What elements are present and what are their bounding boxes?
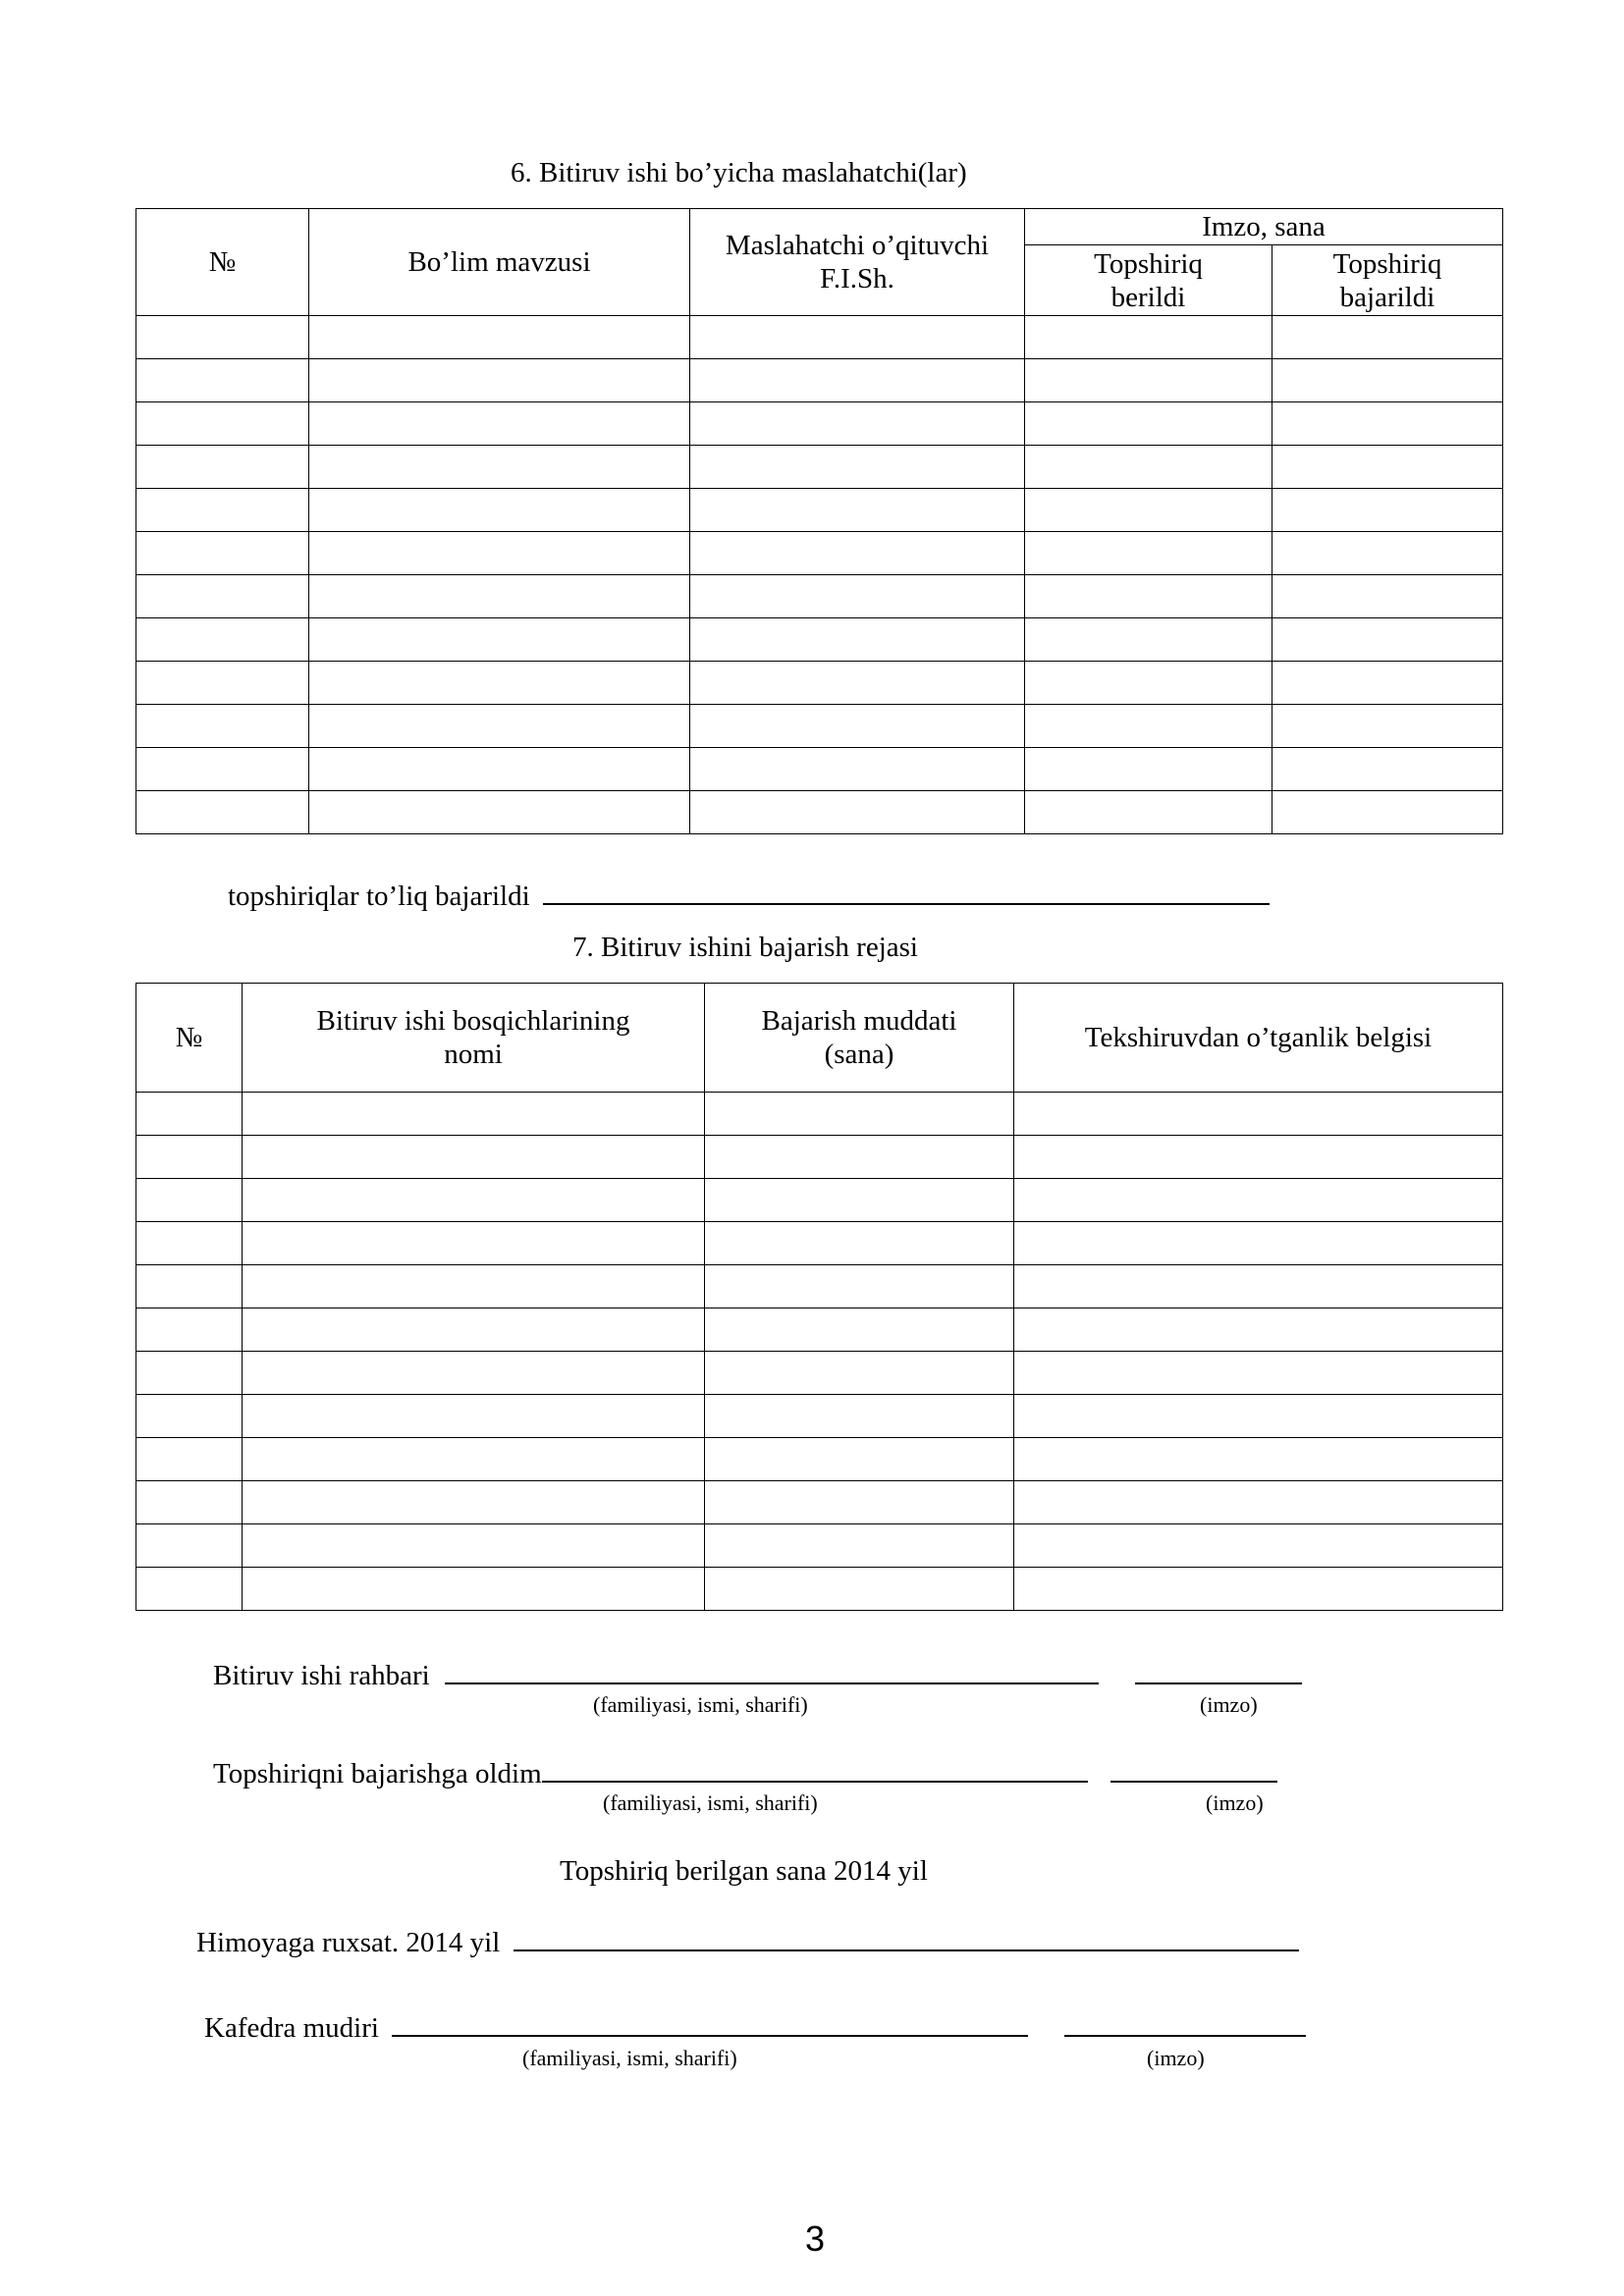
tasks-completed-blank[interactable] [543,878,1270,905]
head-sign-blank[interactable] [1064,2009,1306,2037]
work-plan-table-row [136,1136,1503,1179]
advisors-table-cell[interactable] [1272,489,1503,532]
head-sign-caption: (imzo) [1147,2046,1205,2070]
advisors-table-cell[interactable] [309,489,690,532]
advisors-table-cell[interactable] [136,359,309,402]
advisors-table-cell[interactable] [690,446,1025,489]
advisors-table-cell[interactable] [309,316,690,359]
work-plan-table-cell[interactable] [136,1222,243,1265]
work-plan-table-row [136,1222,1503,1265]
work-plan-table-cell[interactable] [243,1222,705,1265]
work-plan-table-cell[interactable] [136,1524,243,1568]
work-plan-table-cell[interactable] [136,1568,243,1611]
work-plan-table-cell[interactable] [1014,1308,1503,1352]
header-signature-date: Imzo, sana [1025,209,1503,245]
work-plan-table-cell[interactable] [1014,1438,1503,1481]
work-plan-table-cell[interactable] [705,1352,1014,1395]
work-plan-table-cell[interactable] [1014,1568,1503,1611]
defense-permission-label: Himoyaga ruxsat. 2014 yil [196,1927,501,1958]
work-plan-table-cell[interactable] [243,1136,705,1179]
work-plan-table-cell[interactable] [705,1438,1014,1481]
plan-header-stages-line1: Bitiruv ishi bosqichlarining [316,1005,630,1037]
advisors-table-row [136,748,1503,791]
advisors-table-cell[interactable] [309,446,690,489]
work-plan-table-cell[interactable] [705,1222,1014,1265]
plan-header-number: № [136,984,243,1093]
head-line [204,2009,1306,2045]
work-plan-table-cell[interactable] [1014,1524,1503,1568]
header-task-done [1272,245,1503,316]
work-plan-table-cell[interactable] [1014,1136,1503,1179]
work-plan-table-cell[interactable] [705,1179,1014,1222]
advisors-table-cell[interactable] [1272,618,1503,662]
work-plan-table-cell[interactable] [705,1395,1014,1438]
work-plan-table-cell[interactable] [136,1395,243,1438]
work-plan-table-cell[interactable] [136,1136,243,1179]
supervisor-name-caption: (familiyasi, ismi, sharifi) [593,1692,808,1717]
advisors-table-cell[interactable] [1272,532,1503,575]
header-advisor-line2: F.I.Sh. [820,263,894,294]
work-plan-table-cell[interactable] [705,1308,1014,1352]
work-plan-table-cell[interactable] [136,1179,243,1222]
defense-permission-line [196,1924,1299,1959]
advisors-table-cell[interactable] [1025,532,1272,575]
work-plan-table-row [136,1481,1503,1524]
advisors-table-cell[interactable] [136,575,309,618]
plan-header-stages [243,984,705,1093]
advisors-table-cell[interactable] [136,489,309,532]
section6-title: 6. Bitiruv ishi bo’yicha maslahatchi(lar) [511,157,967,188]
work-plan-table-cell[interactable] [243,1481,705,1524]
advisors-table-cell[interactable] [1025,705,1272,748]
advisors-table-row [136,662,1503,705]
advisors-table-cell[interactable] [690,359,1025,402]
defense-permission-blank[interactable] [514,1924,1299,1951]
work-plan-table-cell[interactable] [1014,1481,1503,1524]
work-plan-table-cell[interactable] [243,1265,705,1308]
advisors-table-cell[interactable] [690,575,1025,618]
head-name-blank[interactable] [392,2009,1028,2037]
advisors-table-cell[interactable] [690,618,1025,662]
work-plan-table-cell[interactable] [1014,1395,1503,1438]
advisors-table-cell[interactable] [309,791,690,834]
work-plan-table-row [136,1438,1503,1481]
header-number: № [136,209,309,316]
work-plan-table-cell[interactable] [1014,1222,1503,1265]
advisors-table-cell[interactable] [1272,662,1503,705]
advisors-table-cell[interactable] [136,705,309,748]
advisors-table-cell[interactable] [136,316,309,359]
advisors-table-cell[interactable] [1272,446,1503,489]
advisors-table-cell[interactable] [1025,489,1272,532]
accepted-name-caption: (familiyasi, ismi, sharifi) [603,1790,818,1815]
advisors-table-cell[interactable] [1272,359,1503,402]
advisors-table-cell[interactable] [690,662,1025,705]
advisors-table-row [136,489,1503,532]
advisors-table-cell[interactable] [690,489,1025,532]
work-plan-table-cell[interactable] [136,1265,243,1308]
advisors-table-cell[interactable] [690,402,1025,446]
work-plan-table-cell[interactable] [136,1352,243,1395]
work-plan-table-cell[interactable] [136,1308,243,1352]
work-plan-table-row [136,1093,1503,1136]
accepted-name-blank[interactable] [542,1755,1088,1783]
advisors-table-cell[interactable] [309,532,690,575]
page-number: 3 [805,2218,826,2259]
advisors-table-row [136,532,1503,575]
advisors-table-cell[interactable] [690,791,1025,834]
advisors-table-cell[interactable] [1272,791,1503,834]
advisors-table-cell[interactable] [690,532,1025,575]
header-section-topic: Bo’lim mavzusi [309,209,690,316]
plan-header-deadline-line2: (sana) [824,1039,894,1070]
advisors-table-cell[interactable] [309,618,690,662]
work-plan-table-cell[interactable] [136,1093,243,1136]
advisors-table-cell[interactable] [309,748,690,791]
supervisor-sign-blank[interactable] [1135,1657,1302,1684]
work-plan-table-cell[interactable] [243,1352,705,1395]
work-plan-table-row [136,1568,1503,1611]
advisors-table-cell[interactable] [690,748,1025,791]
advisors-table-cell[interactable] [309,402,690,446]
advisors-table-cell[interactable] [690,705,1025,748]
work-plan-table-cell[interactable] [243,1568,705,1611]
advisors-table-cell[interactable] [309,359,690,402]
advisors-table-cell[interactable] [136,748,309,791]
advisors-table-cell[interactable] [1272,402,1503,446]
advisors-table-cell[interactable] [1025,575,1272,618]
head-label: Kafedra mudiri [204,2012,379,2044]
plan-header-deadline-line1: Bajarish muddati [761,1005,957,1037]
advisors-table-row [136,359,1503,402]
header-task-done-line1: Topshiriq [1332,247,1442,280]
tasks-completed-line [228,878,1270,913]
work-plan-table-row [136,1308,1503,1352]
advisors-table-row [136,402,1503,446]
header-advisor [690,209,1025,316]
advisors-table-cell[interactable] [136,618,309,662]
advisors-table-cell[interactable] [1025,316,1272,359]
header-task-given-line1: Topshiriq [1094,247,1203,280]
advisors-table-cell[interactable] [1025,662,1272,705]
work-plan-table-cell[interactable] [705,1093,1014,1136]
advisors-table-row [136,618,1503,662]
advisors-table-cell[interactable] [1025,791,1272,834]
advisors-table-cell[interactable] [136,662,309,705]
advisors-table-cell[interactable] [1025,402,1272,446]
advisors-table-row [136,446,1503,489]
advisors-table-row [136,791,1503,834]
supervisor-label: Bitiruv ishi rahbari [213,1660,430,1691]
work-plan-table-row [136,1395,1503,1438]
advisors-table [135,208,1503,834]
work-plan-table-row [136,1265,1503,1308]
advisors-table-row [136,316,1503,359]
advisors-table-cell[interactable] [1272,705,1503,748]
work-plan-table-cell[interactable] [1014,1179,1503,1222]
work-plan-table-cell[interactable] [136,1481,243,1524]
advisors-table-row [136,575,1503,618]
tasks-completed-label: topshiriqlar to’liq bajarildi [228,881,530,912]
task-issued-date: Topshiriq berilgan sana 2014 yil [560,1855,928,1887]
head-name-caption: (familiyasi, ismi, sharifi) [522,2046,737,2070]
supervisor-name-blank[interactable] [445,1657,1099,1684]
advisors-table-cell[interactable] [1025,359,1272,402]
advisors-table-cell[interactable] [136,532,309,575]
header-task-given [1025,245,1272,316]
work-plan-table-cell[interactable] [1014,1265,1503,1308]
supervisor-sign-caption: (imzo) [1200,1692,1258,1717]
advisors-table-cell[interactable] [309,575,690,618]
advisors-table-cell[interactable] [309,662,690,705]
advisors-table-cell[interactable] [1025,446,1272,489]
accepted-sign-blank[interactable] [1110,1755,1277,1783]
work-plan-table-cell[interactable] [705,1265,1014,1308]
plan-header-deadline [705,984,1014,1093]
work-plan-table-cell[interactable] [243,1395,705,1438]
supervisor-line [213,1657,1302,1692]
advisors-table-cell[interactable] [1025,748,1272,791]
header-task-done-line2: bajarildi [1339,281,1435,313]
work-plan-table-cell[interactable] [1014,1093,1503,1136]
accepted-line [213,1755,1277,1790]
advisors-table-cell[interactable] [309,705,690,748]
work-plan-table-cell[interactable] [243,1093,705,1136]
work-plan-table-cell[interactable] [705,1136,1014,1179]
advisors-table-cell[interactable] [136,446,309,489]
work-plan-table-cell[interactable] [705,1524,1014,1568]
work-plan-table-row [136,1179,1503,1222]
work-plan-table-cell[interactable] [705,1568,1014,1611]
advisors-table-cell[interactable] [1272,575,1503,618]
advisors-table-cell[interactable] [136,402,309,446]
work-plan-table-cell[interactable] [705,1481,1014,1524]
accepted-label: Topshiriqni bajarishga oldim [213,1758,542,1789]
work-plan-table-cell[interactable] [243,1179,705,1222]
work-plan-table-cell[interactable] [136,1438,243,1481]
work-plan-table-row [136,1352,1503,1395]
work-plan-table-cell[interactable] [243,1308,705,1352]
plan-header-checked: Tekshiruvdan o’tganlik belgisi [1014,984,1503,1093]
work-plan-table-cell[interactable] [1014,1352,1503,1395]
plan-header-stages-line2: nomi [444,1039,503,1070]
advisors-table-cell[interactable] [1025,618,1272,662]
work-plan-table [135,983,1503,1611]
advisors-table-cell[interactable] [136,791,309,834]
header-advisor-line1: Maslahatchi o’qituvchi [725,230,990,261]
accepted-sign-caption: (imzo) [1206,1790,1264,1815]
advisors-table-row [136,705,1503,748]
work-plan-table-cell[interactable] [243,1438,705,1481]
header-task-given-line2: berildi [1110,281,1186,313]
section7-title: 7. Bitiruv ishini bajarish rejasi [572,932,918,963]
work-plan-table-row [136,1524,1503,1568]
advisors-table-cell[interactable] [1272,316,1503,359]
advisors-table-cell[interactable] [1272,748,1503,791]
work-plan-table-cell[interactable] [243,1524,705,1568]
advisors-table-cell[interactable] [690,316,1025,359]
